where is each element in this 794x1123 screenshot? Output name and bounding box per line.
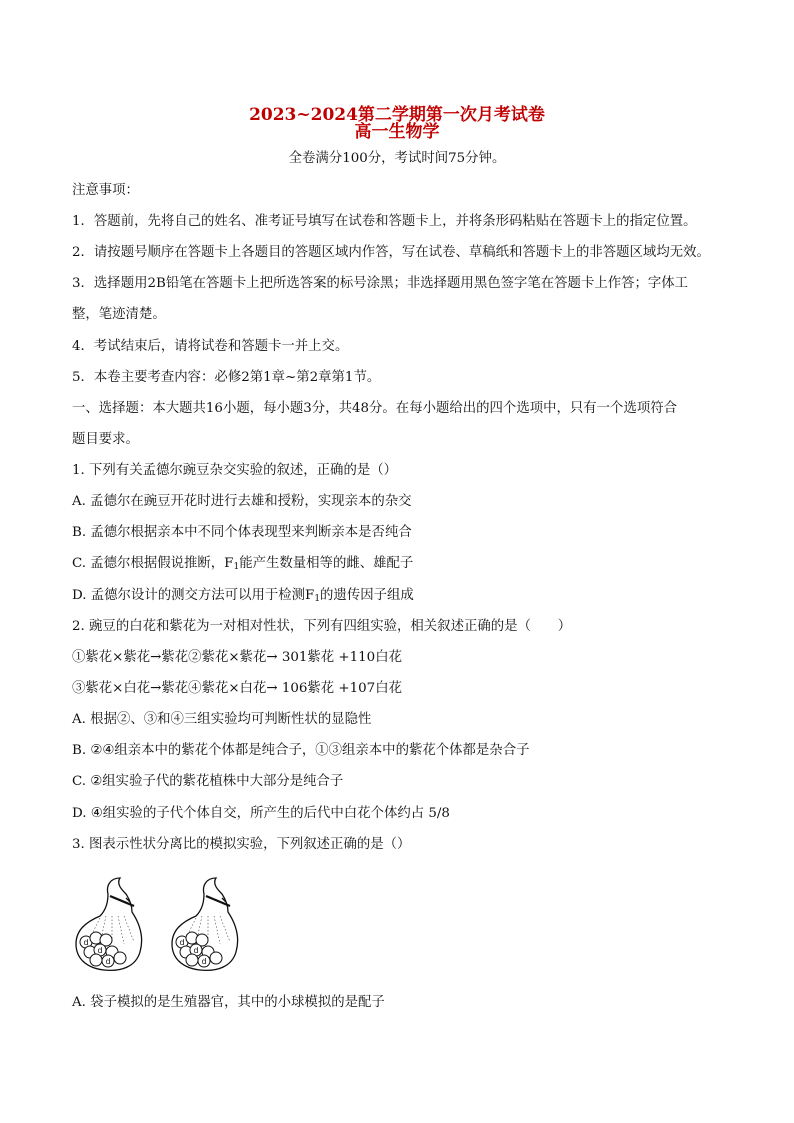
q1-option-d — [72, 587, 732, 608]
q1-option-a: A. 孟德尔在豌豆开花时进行去雄和授粉，实现亲本的杂交 — [72, 494, 412, 509]
ball-label: d — [193, 946, 199, 955]
q2-option-d: D. ④组实验的子代个体自交，所产生的后代中白花个体约占 5/8 — [72, 806, 450, 821]
question-2-stem: 2. 豌豆的白花和紫花为一对相对性状，下列有四组实验，相关叙述正确的是（ ） — [72, 619, 572, 634]
section-heading-cont: 题目要求。 — [72, 432, 139, 447]
bags-figure — [70, 872, 260, 982]
note-item: 1．答题前，先将自己的姓名、准考证号填写在试卷和答题卡上，并将条形码粘贴在答题卡上的指定位置。 — [72, 214, 697, 229]
ball-label: d — [83, 938, 89, 947]
exam-info: 全卷满分100分，考试时间75分钟。 — [288, 151, 506, 166]
q1-option-b: B. 孟德尔根据亲本中不同个体表现型来判断亲本是否纯合 — [72, 525, 412, 540]
question-1-stem: 1. 下列有关孟德尔豌豆杂交实验的叙述，正确的是（） — [72, 463, 398, 478]
subscript: 1 — [233, 562, 240, 572]
note-item: 2．请按题号顺序在答题卡上各题目的答题区域内作答，写在试卷、草稿纸和答题卡上的非答题区域均无效。 — [72, 245, 710, 260]
ball-label: d — [105, 957, 111, 966]
q1-option-c-text: C. 孟德尔根据假说推断，F — [72, 556, 234, 571]
exam-title: 2023~2024第二学期第一次月考试卷 — [249, 105, 545, 125]
q2-option-a: A. 根据②、③和④三组实验均可判断性状的显隐性 — [72, 712, 372, 727]
q1-option-d-text-end: 的遗传因子组成 — [320, 588, 414, 603]
note-item: 4．考试结束后，请将试卷和答题卡一并上交。 — [72, 339, 349, 354]
subscript: 1 — [314, 594, 321, 604]
q1-option-c — [72, 555, 732, 576]
subject-title: 高一生物学 — [354, 122, 440, 142]
note-item: 5．本卷主要考查内容：必修2第1章~第2章第1节。 — [72, 370, 381, 385]
question-3-stem: 3. 图表示性状分离比的模拟实验，下列叙述正确的是（） — [72, 837, 411, 852]
q1-option-d-text: D. 孟德尔设计的测交方法可以用于检测F — [72, 588, 315, 603]
note-item: 3．选择题用2B铅笔在答题卡上把所选答案的标号涂黑；非选择题用黑色签字笔在答题卡上作答；字体工 — [72, 276, 689, 291]
note-item: 整，笔迹清楚。 — [72, 307, 166, 322]
q2-option-b: B. ②④组亲本中的紫花个体都是纯合子，①③组亲本中的紫花个体都是杂合子 — [72, 743, 530, 758]
ball-label: d — [97, 946, 103, 955]
ball-label: d — [201, 957, 207, 966]
ball-label: d — [179, 938, 185, 947]
q2-experiment-1-2: ①紫花×紫花→紫花②紫花×紫花→ 301紫花 +110白花 — [72, 650, 402, 665]
section-heading: 一、选择题：本大题共16小题，每小题3分，共48分。在每小题给出的四个选项中，只有一个选项符合 — [72, 401, 678, 416]
q2-experiment-3-4: ③紫花×白花→紫花④紫花×白花→ 106紫花 +107白花 — [72, 681, 402, 696]
notes-heading: 注意事项： — [72, 183, 139, 198]
q3-option-a: A. 袋子模拟的是生殖器官，其中的小球模拟的是配子 — [72, 995, 385, 1010]
q2-option-c: C. ②组实验子代的紫花植株中大部分是纯合子 — [72, 774, 344, 789]
q1-option-c-text-end: 能产生数量相等的雌、雄配子 — [239, 556, 414, 571]
